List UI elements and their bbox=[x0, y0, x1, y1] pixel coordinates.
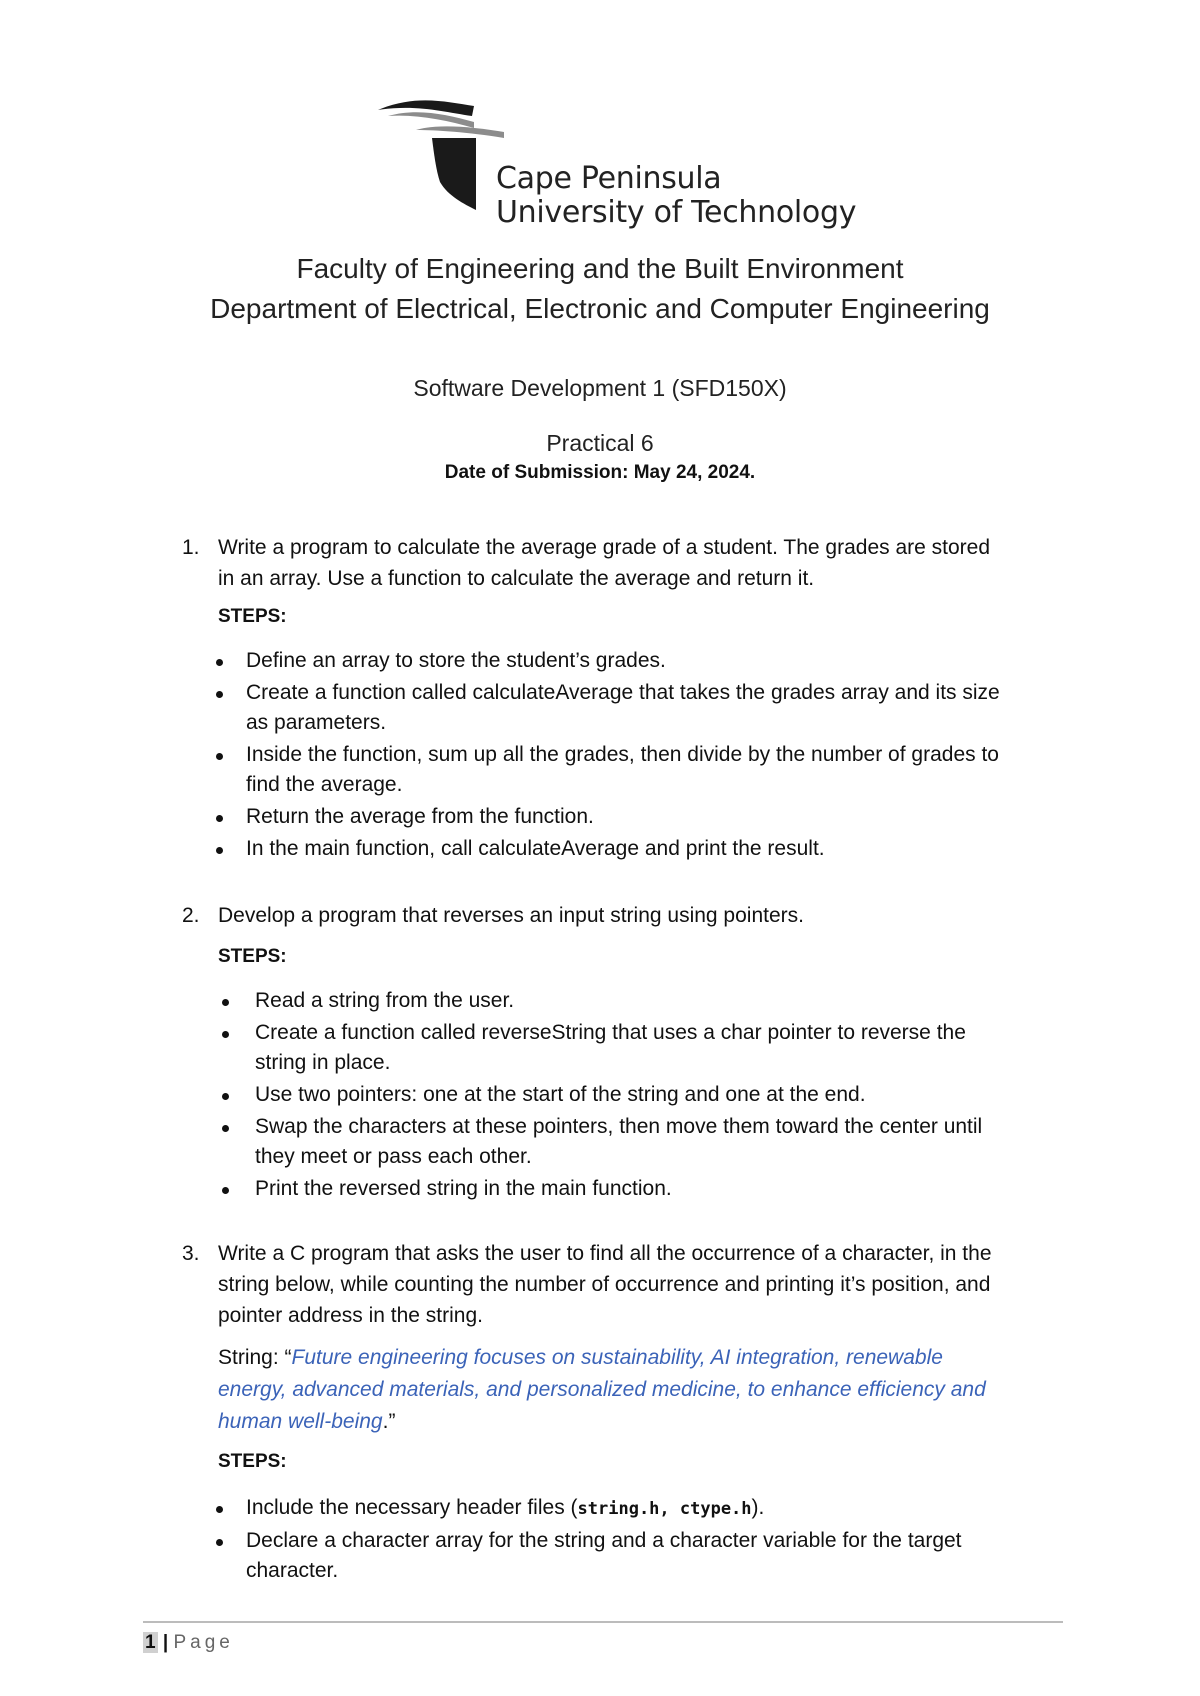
list-item-text-part: Include the necessary header files ( bbox=[246, 1496, 578, 1519]
steps-label: STEPS: bbox=[218, 606, 287, 627]
question-3 bbox=[182, 1238, 1062, 1331]
question-text bbox=[218, 900, 1062, 931]
q1-steps-list bbox=[0, 646, 1200, 866]
department-heading: Department of Electrical, Electronic and Computer Engineering bbox=[210, 293, 990, 324]
practical-title: Practical 6 bbox=[546, 430, 654, 456]
list-item bbox=[0, 1493, 1200, 1524]
list-item-text: Create a function called calculateAverage that takes the grades array and its size bbox=[246, 681, 1000, 704]
list-item bbox=[0, 1112, 1200, 1172]
string-close-quote: .” bbox=[382, 1410, 396, 1433]
list-item-text: Inside the function, sum up all the grades, then divide by the number of grades to bbox=[246, 743, 999, 766]
list-item-text: Declare a character array for the string and a character variable for the target bbox=[246, 1529, 962, 1552]
bullet-icon bbox=[216, 1539, 223, 1546]
list-item-text: Print the reversed string in the main function. bbox=[255, 1177, 672, 1200]
bullet-icon bbox=[222, 999, 229, 1006]
question-text-line: Write a C program that asks the user to find all the occurrence of a character, in the bbox=[218, 1242, 992, 1265]
page-label: Page bbox=[173, 1632, 234, 1653]
list-item-text: Return the average from the function. bbox=[246, 805, 594, 828]
list-item-text: In the main function, call calculateAverage and print the result. bbox=[246, 837, 825, 860]
faculty-heading: Faculty of Engineering and the Built Environment bbox=[296, 253, 904, 284]
q3-steps-list bbox=[0, 1493, 1200, 1588]
q2-steps-list bbox=[0, 986, 1200, 1206]
list-item-text: Use two pointers: one at the start of the string and one at the end. bbox=[255, 1083, 866, 1106]
list-item-text: Read a string from the user. bbox=[255, 989, 515, 1012]
university-name bbox=[496, 161, 857, 230]
footer-separator: | bbox=[162, 1632, 169, 1653]
list-item-text: Create a function called reverseString that uses a char pointer to reverse the bbox=[255, 1021, 966, 1044]
list-item-text bbox=[246, 1493, 1200, 1524]
question-text bbox=[218, 1238, 1062, 1331]
question-text bbox=[218, 532, 1062, 594]
header-files-code: string.h, ctype.h bbox=[577, 1499, 752, 1519]
list-item bbox=[0, 1018, 1200, 1078]
question-text-line: Write a program to calculate the average grade of a student. The grades are stored bbox=[218, 536, 991, 559]
steps-label: STEPS: bbox=[218, 946, 287, 967]
list-item bbox=[0, 646, 1200, 676]
list-item bbox=[0, 986, 1200, 1016]
question-1 bbox=[182, 532, 1062, 594]
list-item bbox=[0, 802, 1200, 832]
target-string-block bbox=[218, 1342, 1068, 1438]
bullet-icon bbox=[216, 815, 223, 822]
list-item bbox=[0, 1080, 1200, 1110]
bullet-icon bbox=[216, 659, 223, 666]
bullet-icon bbox=[216, 753, 223, 760]
question-text-line: string below, while counting the number of occurrence and printing it’s position, and bbox=[218, 1273, 991, 1296]
list-item-text: they meet or pass each other. bbox=[255, 1145, 532, 1168]
steps-label: STEPS: bbox=[218, 1451, 287, 1472]
question-text-line: Develop a program that reverses an input string using pointers. bbox=[218, 904, 804, 927]
list-item bbox=[0, 1174, 1200, 1204]
question-number: 2. bbox=[182, 904, 200, 927]
page-number: 1 bbox=[145, 1632, 156, 1653]
list-item-text: Define an array to store the student’s grades. bbox=[246, 649, 666, 672]
course-title: Software Development 1 (SFD150X) bbox=[413, 375, 787, 401]
submission-date: Date of Submission: May 24, 2024. bbox=[444, 462, 756, 483]
target-string-text: human well-being bbox=[218, 1410, 383, 1433]
list-item bbox=[0, 834, 1200, 864]
list-item-text: find the average. bbox=[246, 773, 403, 796]
bullet-icon bbox=[216, 1506, 223, 1513]
bullet-icon bbox=[216, 691, 223, 698]
question-text-line: in an array. Use a function to calculate the average and return it. bbox=[218, 567, 815, 590]
string-label: String: “ bbox=[218, 1346, 292, 1369]
question-text-line: pointer address in the string. bbox=[218, 1304, 483, 1327]
bullet-icon bbox=[216, 847, 223, 854]
list-item bbox=[0, 740, 1200, 800]
list-item-text-part: ). bbox=[751, 1496, 765, 1519]
target-string-text: Future engineering focuses on sustainability, AI integration, renewable bbox=[291, 1346, 943, 1369]
question-number: 1. bbox=[182, 536, 200, 559]
page-footer bbox=[143, 1632, 234, 1654]
footer-divider bbox=[143, 1621, 1063, 1623]
list-item-text: as parameters. bbox=[246, 711, 387, 734]
question-2 bbox=[182, 900, 1062, 931]
bullet-icon bbox=[222, 1093, 229, 1100]
list-item-text: Swap the characters at these pointers, then move them toward the center until bbox=[255, 1115, 983, 1138]
logo-line-2: University of Technology bbox=[496, 195, 857, 230]
target-string-text: energy, advanced materials, and personalized medicine, to enhance efficiency and bbox=[218, 1378, 986, 1401]
list-item-text: character. bbox=[246, 1559, 339, 1582]
list-item bbox=[0, 678, 1200, 738]
list-item-text: string in place. bbox=[255, 1051, 391, 1074]
bullet-icon bbox=[222, 1187, 229, 1194]
bullet-icon bbox=[222, 1031, 229, 1038]
question-number: 3. bbox=[182, 1242, 200, 1265]
bullet-icon bbox=[222, 1125, 229, 1132]
logo-line-1: Cape Peninsula bbox=[496, 161, 722, 196]
list-item bbox=[0, 1526, 1200, 1586]
